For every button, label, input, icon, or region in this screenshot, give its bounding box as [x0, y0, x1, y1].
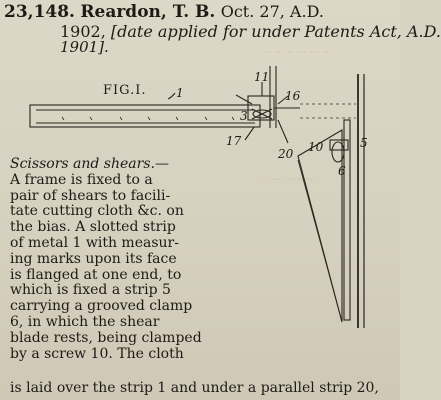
text-line: the bias. A slotted strip — [10, 219, 176, 236]
text-line: which is fixed a strip 5 — [10, 282, 171, 299]
subject-heading: Scissors and shears.— — [10, 156, 169, 172]
ref-numeral-17: 17 — [226, 134, 242, 148]
text-line: A frame is fixed to a — [10, 171, 153, 188]
bleed-through-text: ·· ··· ·· ··· ··· ··· — [265, 48, 332, 59]
patent-year: 1902, — [60, 22, 106, 41]
text-line: is flanged at one end, to — [10, 266, 182, 283]
ref-numeral-20: 20 — [278, 147, 294, 161]
text-line: carrying a grooved clamp — [10, 298, 193, 315]
ref-numeral-16: 16 — [285, 89, 301, 103]
abstract-text — [10, 157, 260, 362]
patent-number: 23,148. — [4, 2, 75, 22]
header-line-1 — [4, 2, 324, 22]
bleed-through-text: ·· ··· ··· ·· ··· — [262, 175, 317, 186]
text-line: 6, in which the shear — [10, 313, 160, 330]
text-line: ing marks upon its face — [10, 250, 177, 267]
patent-date: Oct. 27, A.D. — [220, 2, 324, 21]
ref-numeral-6: 6 — [338, 164, 346, 178]
text-line: tate cutting cloth &c. on — [10, 203, 184, 220]
ref-numeral-1: 1 — [176, 86, 184, 100]
ref-numeral-11: 11 — [254, 70, 270, 84]
text-line: pair of shears to facili- — [10, 187, 171, 204]
application-note-year: 1901]. — [60, 38, 109, 56]
application-note: [date applied for under Patents Act, A.D. — [110, 22, 441, 41]
ref-numeral-10: 10 — [308, 140, 324, 154]
ref-numeral-3: 3 — [240, 109, 248, 123]
text-line: of metal 1 with measur- — [10, 234, 179, 251]
text-line: blade rests, being clamped — [10, 329, 202, 346]
figure-label: FIG.I. — [103, 83, 147, 98]
ref-numeral-5: 5 — [360, 136, 368, 150]
text-line: by a screw 10. The cloth — [10, 345, 184, 362]
inventor-name: Reardon, T. B. — [80, 2, 216, 22]
text-line-full-width: is laid over the strip 1 and under a parallel strip 20, — [10, 380, 379, 396]
